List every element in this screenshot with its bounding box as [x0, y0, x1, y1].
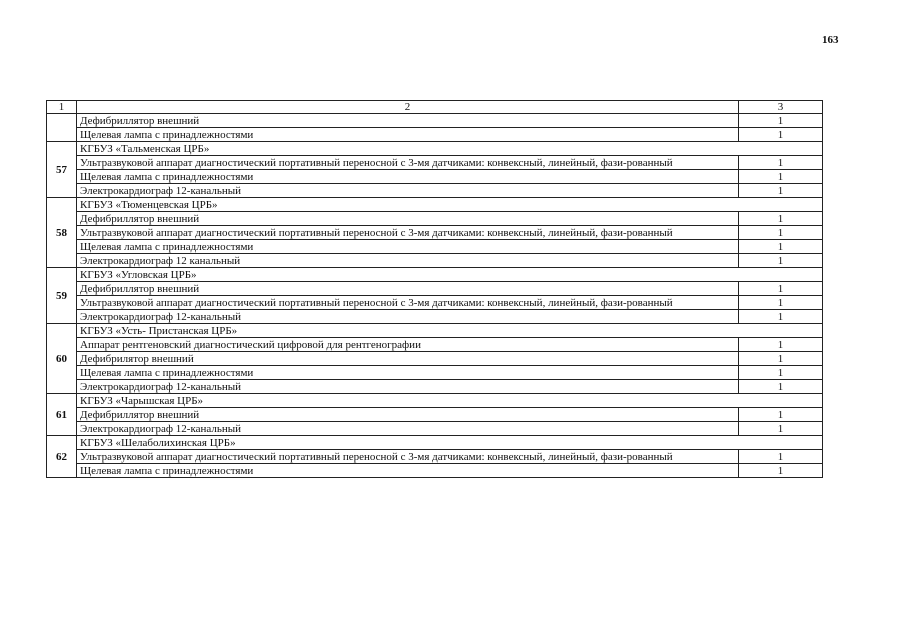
- row-number: 61: [47, 394, 77, 436]
- item-name: Щелевая лампа с принадлежностями: [77, 366, 739, 380]
- organization-quantity-empty: [739, 324, 823, 338]
- item-name: Дефибриллятор внешний: [77, 408, 739, 422]
- item-quantity: 1: [739, 156, 823, 170]
- item-quantity: 1: [739, 366, 823, 380]
- item-name: Щелевая лампа с принадлежностями: [77, 464, 739, 478]
- item-quantity: 1: [739, 170, 823, 184]
- group-row: [47, 436, 823, 450]
- item-name: Дефибриллятор внешний: [77, 282, 739, 296]
- item-quantity: 1: [739, 464, 823, 478]
- table-row: [47, 366, 823, 380]
- row-number: 57: [47, 142, 77, 198]
- table-row: [47, 422, 823, 436]
- table-row: [47, 170, 823, 184]
- organization-quantity-empty: [739, 394, 823, 408]
- row-number: 60: [47, 324, 77, 394]
- group-row: [47, 324, 823, 338]
- table-row: [47, 226, 823, 240]
- organization-name: КГБУЗ «Чарышская ЦРБ»: [77, 394, 739, 408]
- group-row: [47, 142, 823, 156]
- item-name: Электрокардиограф 12 канальный: [77, 254, 739, 268]
- item-name: Щелевая лампа с принадлежностями: [77, 240, 739, 254]
- table-row: [47, 450, 823, 464]
- item-name: Щелевая лампа с принадлежностями: [77, 170, 739, 184]
- group-row: [47, 268, 823, 282]
- table-row: [47, 212, 823, 226]
- item-name: Ультразвуковой аппарат диагностический портативный переносной с 3-мя датчиками: конвексный, линейный, фази-рованный: [77, 450, 739, 464]
- item-name: Аппарат рентгеновский диагностический цифровой для рентгенографии: [77, 338, 739, 352]
- table-row: [47, 184, 823, 198]
- header-row: [47, 101, 823, 114]
- item-quantity: 1: [739, 226, 823, 240]
- item-quantity: 1: [739, 450, 823, 464]
- organization-quantity-empty: [739, 198, 823, 212]
- group-row: [47, 198, 823, 212]
- organization-name: КГБУЗ «Тюменцевская ЦРБ»: [77, 198, 739, 212]
- item-quantity: 1: [739, 380, 823, 394]
- table-row: [47, 156, 823, 170]
- item-name: Электрокардиограф 12-канальный: [77, 310, 739, 324]
- page-number: 163: [822, 34, 839, 46]
- item-name: Ультразвуковой аппарат диагностический портативный переносной с 3-мя датчиками: конвексный, линейный, фази-рованный: [77, 226, 739, 240]
- organization-name: КГБУЗ «Тальменская ЦРБ»: [77, 142, 739, 156]
- table-body: [47, 101, 823, 478]
- row-number: 58: [47, 198, 77, 268]
- item-quantity: 1: [739, 296, 823, 310]
- organization-quantity-empty: [739, 436, 823, 450]
- organization-quantity-empty: [739, 142, 823, 156]
- item-quantity: 1: [739, 254, 823, 268]
- row-number: 62: [47, 436, 77, 478]
- row-number-empty: [47, 114, 77, 142]
- header-col-2: 2: [77, 101, 739, 114]
- item-name: Электрокардиограф 12-канальный: [77, 422, 739, 436]
- table-row: [47, 240, 823, 254]
- item-quantity: 1: [739, 128, 823, 142]
- table-row: [47, 310, 823, 324]
- group-row: [47, 394, 823, 408]
- item-quantity: 1: [739, 408, 823, 422]
- item-name: Дефибриллятор внешний: [77, 114, 739, 128]
- table-row: [47, 114, 823, 128]
- table-row: [47, 352, 823, 366]
- organization-name: КГБУЗ «Усть- Пристанская ЦРБ»: [77, 324, 739, 338]
- item-name: Ультразвуковой аппарат диагностический портативный переносной с 3-мя датчиками: конвексный, линейный, фази-рованный: [77, 156, 739, 170]
- item-quantity: 1: [739, 352, 823, 366]
- table-row: [47, 282, 823, 296]
- table-row: [47, 128, 823, 142]
- organization-name: КГБУЗ «Угловская ЦРБ»: [77, 268, 739, 282]
- item-quantity: 1: [739, 212, 823, 226]
- table-row: [47, 380, 823, 394]
- table-row: [47, 338, 823, 352]
- item-name: Дефибрилятор внешний: [77, 352, 739, 366]
- item-name: Электрокардиограф 12-канальный: [77, 184, 739, 198]
- item-name: Дефибриллятор внешний: [77, 212, 739, 226]
- header-col-3: 3: [739, 101, 823, 114]
- item-quantity: 1: [739, 114, 823, 128]
- item-name: Ультразвуковой аппарат диагностический портативный переносной с 3-мя датчиками: конвексный, линейный, фази-рованный: [77, 296, 739, 310]
- item-quantity: 1: [739, 240, 823, 254]
- item-name: Электрокардиограф 12-канальный: [77, 380, 739, 394]
- equipment-table: [46, 100, 823, 478]
- item-quantity: 1: [739, 282, 823, 296]
- item-quantity: 1: [739, 338, 823, 352]
- table-row: [47, 254, 823, 268]
- item-quantity: 1: [739, 310, 823, 324]
- row-number: 59: [47, 268, 77, 324]
- table-row: [47, 464, 823, 478]
- header-col-1: 1: [47, 101, 77, 114]
- organization-name: КГБУЗ «Шелаболихинская ЦРБ»: [77, 436, 739, 450]
- item-quantity: 1: [739, 184, 823, 198]
- organization-quantity-empty: [739, 268, 823, 282]
- table-row: [47, 296, 823, 310]
- item-quantity: 1: [739, 422, 823, 436]
- table-row: [47, 408, 823, 422]
- item-name: Щелевая лампа с принадлежностями: [77, 128, 739, 142]
